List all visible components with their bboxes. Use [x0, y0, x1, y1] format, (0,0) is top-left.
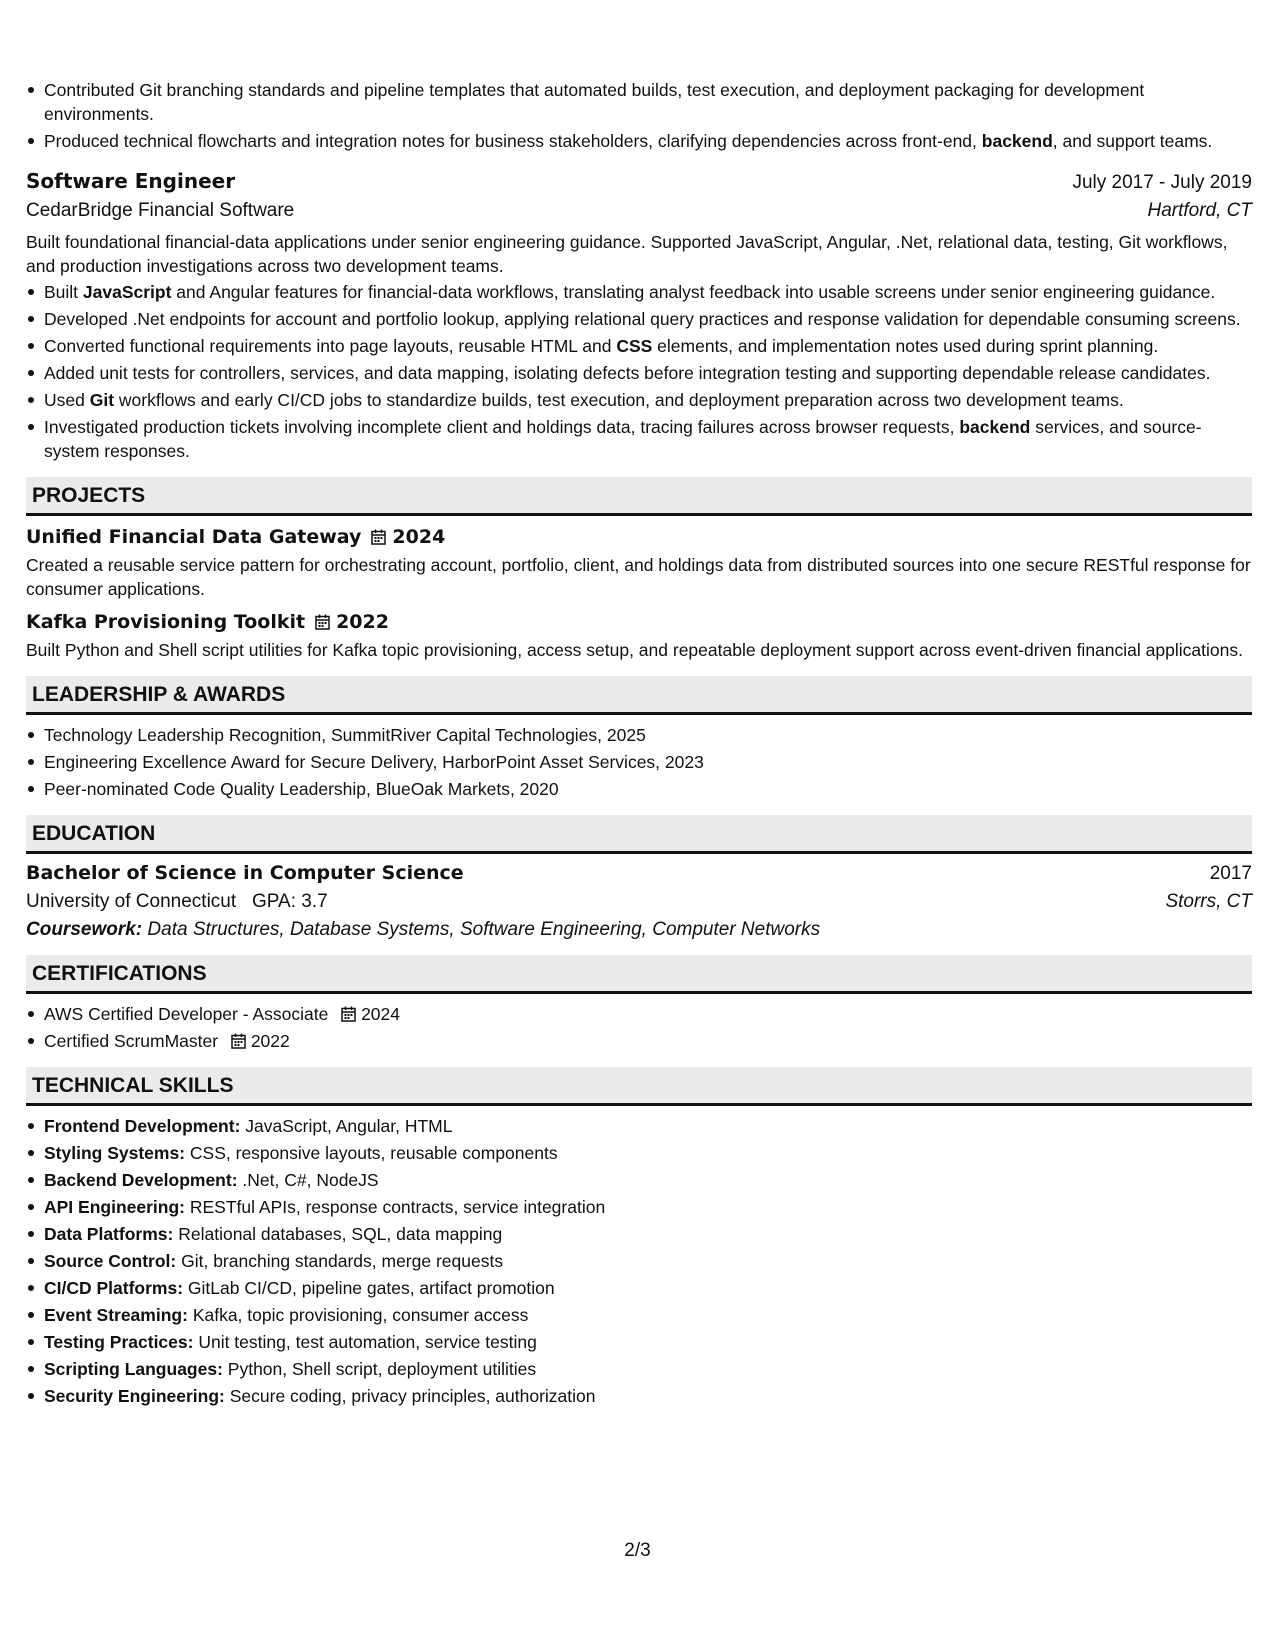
project-description: Built Python and Shell script utilities for Kafka topic provisioning, access setup, and repeatable deployment support across event-driven financial applications. [26, 640, 1243, 660]
list-item [44, 1330, 1252, 1354]
projects-heading: PROJECTS [26, 477, 1252, 516]
skill-value: Secure coding, privacy principles, authorization [229, 1386, 596, 1406]
list-item [44, 1357, 1252, 1381]
skill-value: GitLab CI/CD, pipeline gates, artifact promotion [187, 1278, 555, 1298]
project-name: Kafka Provisioning Toolkit [26, 611, 306, 633]
school-name: University of Connecticut [26, 891, 237, 912]
job-title: Software Engineer [26, 169, 236, 193]
job-dates: July 2017 - July 2019 [1072, 172, 1252, 193]
list-item [44, 1249, 1252, 1273]
skill-label: Frontend Development: [44, 1116, 241, 1136]
previous-job-bullets [26, 78, 1252, 153]
skill-value: Git, branching standards, merge requests [181, 1251, 504, 1271]
skills-heading: TECHNICAL SKILLS [26, 1067, 1252, 1106]
job-bullets [26, 280, 1252, 463]
project-year: 2022 [336, 611, 389, 633]
cert-year: 2024 [361, 1004, 401, 1024]
cert-year: 2022 [250, 1031, 290, 1051]
skill-label: Source Control: [44, 1251, 177, 1271]
leadership-list [26, 723, 1252, 801]
list-item: Added unit tests for controllers, services, and data mapping, isolating defects before integration testing and supporting dependable release candidates. [44, 361, 1252, 385]
list-item: Developed .Net endpoints for account and portfolio lookup, applying relational query practices and response validation for dependable consuming screens. [44, 307, 1252, 331]
resume-page [26, 78, 1252, 1411]
gpa: GPA: 3.7 [252, 891, 328, 912]
list-item [44, 1303, 1252, 1327]
calendar-icon [371, 529, 386, 545]
list-item [44, 1276, 1252, 1300]
coursework: Data Structures, Database Systems, Software Engineering, Computer Networks [147, 919, 821, 940]
education-heading: EDUCATION [26, 815, 1252, 854]
skill-label: Backend Development: [44, 1170, 238, 1190]
school-location: Storrs, CT [1165, 891, 1252, 912]
calendar-icon [315, 614, 330, 630]
cert-name: Certified ScrumMaster [44, 1031, 219, 1051]
skill-label: Testing Practices: [44, 1332, 194, 1352]
calendar-icon [341, 1006, 356, 1022]
job-entry [26, 169, 1252, 463]
job-summary: Built foundational financial-data applications under senior engineering guidance. Supported JavaScript, Angular, .Net, relational data, testing, Git workflows, and production investigations across two development teams. [26, 232, 1228, 276]
cert-name: AWS Certified Developer - Associate [44, 1004, 329, 1024]
list-item: Investigated production tickets involving incomplete client and holdings data, tracing failures across browser requests, backend services, and source-system responses. [44, 415, 1252, 463]
skill-value: CSS, responsive layouts, reusable components [189, 1143, 558, 1163]
skill-value: Kafka, topic provisioning, consumer access [192, 1305, 529, 1325]
skill-label: Data Platforms: [44, 1224, 174, 1244]
skills-list [26, 1114, 1252, 1408]
certifications-list [26, 1002, 1252, 1053]
job-location: Hartford, CT [1147, 200, 1252, 221]
skill-value: .Net, C#, NodeJS [242, 1170, 379, 1190]
list-item [44, 1114, 1252, 1138]
skill-label: API Engineering: [44, 1197, 185, 1217]
list-item [44, 1195, 1252, 1219]
list-item: Built JavaScript and Angular features for financial-data workflows, translating analyst feedback into usable screens under senior engineering guidance. [44, 280, 1252, 304]
list-item: Used Git workflows and early CI/CD jobs to standardize builds, test execution, and deployment preparation across two development teams. [44, 388, 1252, 412]
leadership-heading: LEADERSHIP & AWARDS [26, 676, 1252, 715]
list-item [44, 1029, 1252, 1053]
list-item: Technology Leadership Recognition, SummitRiver Capital Technologies, 2025 [44, 723, 1252, 747]
list-item [44, 1222, 1252, 1246]
list-item [44, 1141, 1252, 1165]
project-year: 2024 [392, 526, 446, 548]
graduation-year: 2017 [1209, 863, 1252, 884]
job-company: CedarBridge Financial Software [26, 200, 295, 221]
calendar-icon [231, 1033, 246, 1049]
list-item: Converted functional requirements into page layouts, reusable HTML and CSS elements, and implementation notes used during sprint planning. [44, 334, 1252, 358]
list-item: Produced technical flowcharts and integration notes for business stakeholders, clarifying dependencies across front-end, backend, and support teams. [44, 129, 1252, 153]
skill-label: Scripting Languages: [44, 1359, 223, 1379]
skill-label: CI/CD Platforms: [44, 1278, 184, 1298]
project-entry [26, 611, 1252, 662]
list-item: Contributed Git branching standards and pipeline templates that automated builds, test execution, and deployment packaging for development environments. [44, 78, 1252, 126]
skill-label: Event Streaming: [44, 1305, 188, 1325]
page-number: 2/3 [624, 1540, 651, 1561]
skill-value: RESTful APIs, response contracts, service integration [189, 1197, 606, 1217]
skill-label: Styling Systems: [44, 1143, 186, 1163]
project-description: Created a reusable service pattern for orchestrating account, portfolio, client, and holdings data from distributed sources into one secure RESTful response for consumer applications. [26, 555, 1251, 599]
coursework-label: Coursework: [26, 919, 143, 940]
skill-value: Python, Shell script, deployment utilities [227, 1359, 537, 1379]
project-entry [26, 526, 1252, 601]
list-item [44, 1168, 1252, 1192]
education-entry [26, 862, 1252, 941]
skill-value: JavaScript, Angular, HTML [245, 1116, 453, 1136]
certifications-heading: CERTIFICATIONS [26, 955, 1252, 994]
project-name: Unified Financial Data Gateway [26, 526, 362, 548]
list-item [44, 1384, 1252, 1408]
skill-value: Unit testing, test automation, service testing [198, 1332, 537, 1352]
list-item [44, 1002, 1252, 1026]
skill-value: Relational databases, SQL, data mapping [178, 1224, 503, 1244]
skill-label: Security Engineering: [44, 1386, 225, 1406]
list-item: Engineering Excellence Award for Secure Delivery, HarborPoint Asset Services, 2023 [44, 750, 1252, 774]
degree: Bachelor of Science in Computer Science [26, 862, 464, 884]
list-item: Peer-nominated Code Quality Leadership, BlueOak Markets, 2020 [44, 777, 1252, 801]
